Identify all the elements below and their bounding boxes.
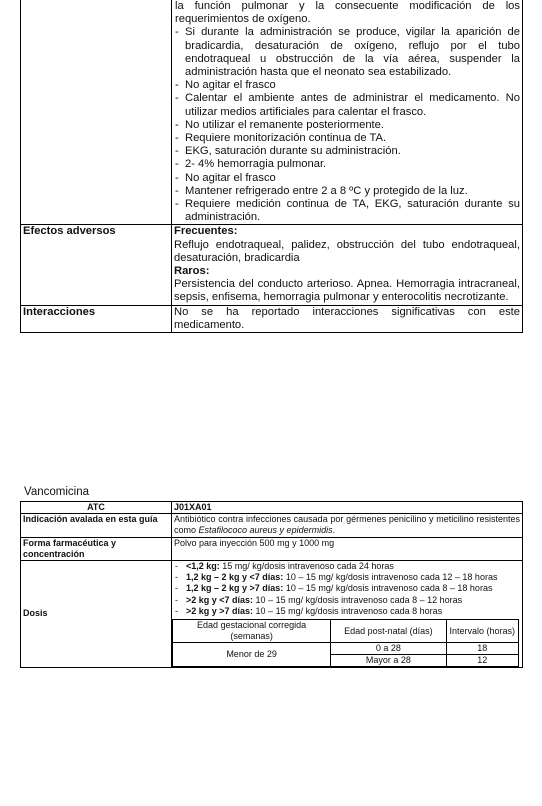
interval-value: 18	[446, 643, 518, 655]
atc-label: ATC	[21, 502, 172, 514]
precautions-cell	[172, 0, 523, 225]
dose-row	[21, 561, 523, 668]
gestational-age-value: Menor de 29	[173, 643, 331, 667]
list-item: - Calentar el ambiente antes de administrar el medicamento. No utilizar medios artificiales para calentar el frasco.	[174, 92, 520, 118]
precautions-table	[20, 0, 523, 333]
list-item	[174, 561, 520, 572]
list-item: - Requiere monitorización continua de TA.	[174, 132, 520, 145]
list-item	[174, 606, 520, 617]
precautions-row	[21, 0, 523, 225]
indication-text-main: Antibiótico contra infecciones causada por gérmenes penicilino y meticilino resistentes como	[174, 514, 520, 536]
indication-text	[172, 514, 523, 537]
list-item: - 2- 4% hemorragia pulmonar.	[174, 158, 520, 171]
interactions-row	[21, 305, 523, 332]
list-item: - Mantener refrigerado entre 2 a 8 ºC y protegido de la luz.	[174, 185, 520, 198]
interactions-text: No se ha reportado interacciones significativas con este medicamento.	[172, 305, 523, 332]
adverse-effects-row	[21, 225, 523, 305]
row-label-adverse-effects: Efectos adversos	[21, 225, 172, 305]
list-item: - No agitar el frasco	[174, 172, 520, 185]
list-item: la función pulmonar y la consecuente modificación de los requerimientos de oxígeno.	[175, 0, 520, 26]
atc-row	[21, 502, 523, 514]
interval-table	[172, 619, 519, 667]
list-item: - Si durante la administración se produce, vigilar la aparición de bradicardia, desaturación de oxígeno, reflujo por el tubo endotraqueal u obstrucción de la vía aérea, suspender la administración hasta que el neonato sea estabilizado.	[174, 26, 520, 79]
table-row	[173, 643, 519, 655]
row-label-empty	[21, 0, 172, 225]
form-row	[21, 537, 523, 560]
list-item: - Requiere medición continua de TA, EKG, saturación durante su administración.	[174, 198, 520, 224]
indication-organisms: Estafilococo aureus y epidermidis	[198, 525, 333, 536]
frequent-heading: Frecuentes:	[174, 225, 238, 238]
dose-cell	[172, 561, 523, 668]
form-text: Polvo para inyección 500 mg y 1000 mg	[172, 537, 523, 560]
frequent-text: Reflujo endotraqueal, palidez, obstrucción del tubo endotraqueal, desaturación, bradicardia	[174, 238, 520, 264]
header-postnatal-age: Edad post-natal (días)	[331, 620, 446, 643]
postnatal-age-value: Mayor a 28	[331, 655, 446, 667]
indication-row	[21, 514, 523, 537]
list-item: - No agitar el frasco	[174, 79, 520, 92]
list-item	[174, 595, 520, 606]
vancomycin-table	[20, 501, 523, 668]
postnatal-age-value: 0 a 28	[331, 643, 446, 655]
precautions-list	[174, 0, 520, 224]
interval-header-row	[173, 620, 519, 643]
list-item: - No utilizar el remanente posteriormente.	[174, 119, 520, 132]
dose-weight-group: <1,2 kg:	[186, 561, 220, 572]
atc-value: J01XA01	[172, 502, 523, 514]
list-item	[174, 583, 520, 594]
list-item: - EKG, saturación durante su administración.	[174, 145, 520, 158]
rare-text: Persistencia del conducto arterioso. Apnea. Hemorragia intracraneal, sepsis, enfisema, hemorragia pulmonar y enterocolitis necrotizante.	[174, 278, 520, 304]
interval-value: 12	[446, 655, 518, 667]
header-gestational-age: Edad gestacional corregida (semanas)	[173, 620, 331, 643]
dose-regimen: 15 mg/ kg/dosis intravenoso cada 24 horas	[219, 561, 394, 572]
drug-title: Vancomicina	[24, 486, 89, 498]
indication-label: Indicación avalada en esta guía	[21, 514, 172, 537]
dose-list	[174, 561, 520, 617]
dose-weight-group: 1,2 kg – 2 kg y >7 días:	[186, 583, 284, 594]
list-item	[174, 572, 520, 583]
dose-weight-group: >2 kg y <7 días:	[186, 594, 254, 605]
dose-label: Dosis	[21, 561, 172, 668]
adverse-effects-cell	[172, 225, 523, 305]
dose-weight-group: >2 kg y >7 días:	[186, 605, 254, 616]
row-label-interactions: Interacciones	[21, 305, 172, 332]
dose-regimen: 10 – 15 mg/ kg/dosis intravenoso cada 8 – 12 horas	[253, 594, 463, 605]
header-interval: Intervalo (horas)	[446, 620, 518, 643]
rare-heading: Raros:	[174, 265, 210, 278]
dose-regimen: 10 – 15 mg/ kg/dosis intravenoso cada 12 – 18 horas	[283, 572, 498, 583]
form-label: Forma farmacéutica y concentración	[21, 537, 172, 560]
dose-regimen: 10 – 15 mg/ kg/dosis intravenoso cada 8 – 18 horas	[283, 583, 493, 594]
indication-text-end: .	[332, 525, 336, 536]
dose-regimen: 10 – 15 mg/ kg/dosis intravenoso cada 8 horas	[253, 605, 443, 616]
dose-weight-group: 1,2 kg – 2 kg y <7 días:	[186, 572, 284, 583]
